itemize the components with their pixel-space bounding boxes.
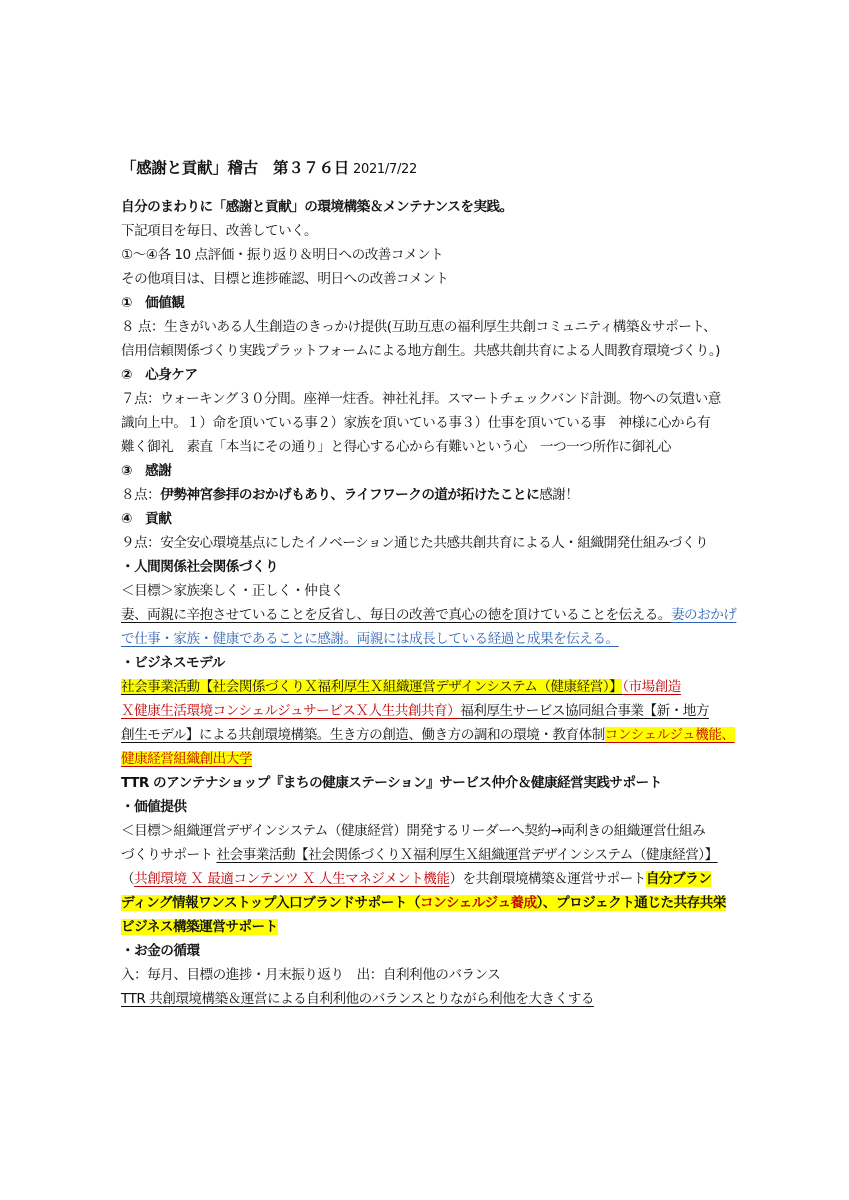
section-text: ８ 点：生きがいある人生創造のきっかけ提供(互助互恵の福利厚生共創コミュニティ構築＆サポート、 bbox=[121, 319, 717, 335]
red-text: Ｘ健康生活環境コンシェルジュサービスＸ人生共創共育） bbox=[121, 703, 461, 719]
value-text: ＜目標＞組織運営デザインシステム（健康経営）開発するリーダーへ契約→両利きの組織運営仕組み bbox=[121, 823, 706, 839]
value-text bbox=[121, 915, 741, 939]
business-text bbox=[121, 699, 741, 723]
title-date: 2021/7/22 bbox=[353, 162, 417, 177]
business-text bbox=[121, 747, 741, 771]
section-heading-contribution: ④ 貢献 bbox=[121, 511, 172, 527]
relations-text bbox=[121, 627, 741, 651]
value-text bbox=[121, 891, 741, 915]
score-text: ８点： bbox=[121, 487, 161, 503]
page-title bbox=[121, 156, 741, 180]
highlighted-text: 社会事業活動【社会関係づくりＸ福利厚生Ｘ組織運営デザインシステム（健康経営）】 bbox=[121, 679, 623, 695]
section-text bbox=[121, 483, 741, 507]
highlighted-bold-text: 自分ブラン bbox=[645, 871, 712, 887]
red-text: （市場創造 bbox=[622, 679, 681, 695]
document-body bbox=[121, 156, 741, 1011]
title-text: 「感謝と貢献」稽古 第３７６日 bbox=[121, 159, 350, 177]
red-text: 共創環境 Ｘ 最適コンテンツ Ｘ 人生マネジメント機能 bbox=[134, 871, 450, 887]
section-heading-gratitude: ③ 感謝 bbox=[121, 463, 172, 479]
gratitude-bold-text: 伊勢神宮参拝のおかげもあり、ライフワークの道が拓けたことに bbox=[160, 487, 540, 503]
value-plain-text: づくりサポート bbox=[121, 847, 213, 863]
relations-thanks-text: で仕事・家族・健康であることに感謝。両親には成長している経過と成果を伝える。 bbox=[121, 631, 619, 647]
business-text bbox=[121, 675, 741, 699]
highlighted-red-text: 健康経営組織創出大学 bbox=[121, 751, 252, 767]
value-text bbox=[121, 867, 741, 891]
value-text bbox=[121, 843, 741, 867]
value-underlined-text: 社会事業活動【社会関係づくりＸ福利厚生Ｘ組織運営デザインシステム（健康経営）】 bbox=[216, 847, 718, 863]
section-text: 難く御礼 素直「本当にその通り」と得心する心から有難いという心 一つ一つ所作に御礼心 bbox=[121, 439, 671, 455]
highlighted-red-bold-text: コンシェルジュ養成 bbox=[419, 895, 537, 911]
relations-thanks-text: 妻のおかげ bbox=[670, 607, 737, 623]
money-underlined-text: TTR 共創環境構築＆運営による自利利他のバランスとりながら利他を大きくする bbox=[121, 991, 594, 1007]
intro-line: ①～④各 10 点評価・振り返り＆明日への改善コメント bbox=[121, 247, 444, 263]
section-heading-values: ① 価値観 bbox=[121, 295, 185, 311]
section-heading-value-delivery: ・価値提供 bbox=[121, 799, 187, 815]
business-plain-text: 創生モデル】による共創環境構築。生き方の創造、働き方の調和の環境・教育体制 bbox=[121, 727, 605, 743]
intro-headline: 自分のまわりに「感謝と貢献」の環境構築＆メンテナンスを実践。 bbox=[121, 199, 513, 215]
value-plain-text: （ bbox=[121, 871, 135, 887]
section-text: 信用信頼関係づくり実践プラットフォームによる地方創生。共感共創共育による人間教育環境づくり。) bbox=[121, 343, 720, 359]
ttr-headline: TTR のアンテナショップ『まちの健康ステーション』サービス仲介＆健康経営実践サポート bbox=[121, 775, 662, 791]
relations-text bbox=[121, 603, 741, 627]
highlighted-red-text: コンシェルジュ機能、 bbox=[604, 727, 735, 743]
money-text: 入：毎月、目標の進捗・月末振り返り 出：自利利他のバランス bbox=[121, 967, 501, 983]
goal-text: ＜目標＞家族楽しく・正しく・仲良く bbox=[121, 583, 344, 599]
section-text: 識向上中。１）命を頂いている事２）家族を頂いている事３）仕事を頂いている事 神様に心から有 bbox=[121, 415, 711, 431]
section-heading-relations: ・人間関係社会関係づくり bbox=[121, 559, 279, 575]
section-heading-money-cycle: ・お金の循環 bbox=[121, 943, 200, 959]
business-plain-text: 福利厚生サービス協同組合事業【新・地方 bbox=[460, 703, 709, 719]
section-heading-business-model: ・ビジネスモデル bbox=[121, 655, 225, 671]
money-text bbox=[121, 987, 741, 1011]
section-heading-body-care: ② 心身ケア bbox=[121, 367, 198, 383]
intro-line: 下記項目を毎日、改善していく。 bbox=[121, 223, 318, 239]
section-text: ７点：ウォーキング３０分間。座禅一炷香。神社礼拝。スマートチェックバンド計測。物への気遣い意 bbox=[121, 391, 721, 407]
highlighted-bold-text: ビジネス構築運営サポート bbox=[121, 919, 278, 935]
intro-line: その他項目は、目標と進捗確認、明日への改善コメント bbox=[121, 271, 449, 287]
highlighted-bold-text: ディング情報ワンストップ入口ブランドサポート（ bbox=[121, 895, 420, 911]
value-plain-text: ）を共創環境構築＆運営サポート bbox=[449, 871, 646, 887]
gratitude-end-text: 感謝！ bbox=[539, 487, 579, 503]
business-text bbox=[121, 723, 741, 747]
section-text: ９点：安全安心環境基点にしたイノベーション通じた共感共創共育による人・組織開発仕組みづくり bbox=[121, 535, 709, 551]
highlighted-bold-text: ）、プロジェクト通じた共存共栄 bbox=[536, 895, 726, 911]
relations-report-text: 妻、両親に辛抱させていることを反省し、毎日の改善で真心の徳を頂けていることを伝える。 bbox=[121, 607, 671, 623]
